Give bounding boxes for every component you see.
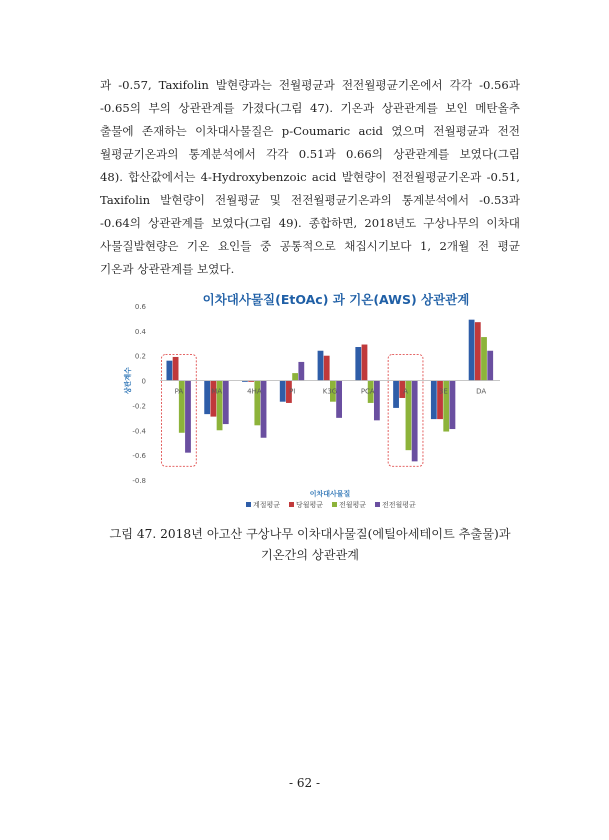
paragraph-line: 출물에 존재하는 이차대사물질은 p-Coumaric acid 였으며 전월평균과 전전 [100, 124, 520, 138]
y-tick-label: -0.6 [132, 452, 146, 461]
bar [481, 337, 487, 381]
y-tick-label: 0.2 [134, 352, 146, 361]
y-tick-label: 0.6 [134, 303, 146, 311]
page-number: - 62 - [288, 776, 320, 790]
bar [437, 381, 443, 420]
y-tick-label: -0.4 [132, 427, 146, 436]
legend-label: 당월평균 [296, 501, 324, 509]
correlation-chart [108, 286, 518, 518]
caption-line-2: 기온간의 상관관계 [260, 548, 360, 562]
legend-swatch [289, 502, 294, 507]
bar [412, 381, 418, 462]
paragraph-line: 기온과 상관관계를 보였다. [100, 262, 235, 276]
bar [204, 381, 210, 415]
paragraph-line: 과 -0.57, Taxifolin 발현량과는 전월평균과 전전월평균기온에서 각각 -0.56과 [100, 78, 520, 92]
category-label: DA [476, 387, 487, 396]
y-tick-label: 0 [141, 377, 146, 386]
bar [450, 381, 456, 429]
paragraph-line: 48). 합산값에서는 4-Hydroxybenzoic acid 발현량이 전전월평균기온과 -0.51, [100, 170, 520, 184]
figure-caption [90, 524, 530, 566]
y-tick-label: 0.4 [134, 327, 146, 336]
bar [336, 381, 342, 418]
legend-swatch [332, 502, 337, 507]
bar [298, 362, 304, 381]
bar [173, 357, 179, 381]
legend-swatch [375, 502, 380, 507]
body-paragraph [100, 74, 520, 281]
bar [355, 347, 361, 381]
y-tick-label: -0.8 [132, 477, 146, 485]
legend-swatch [246, 502, 251, 507]
category-label: 3E [438, 387, 448, 396]
category-label: PA [174, 387, 184, 396]
category-label: PCA [360, 387, 375, 396]
bar [280, 381, 286, 402]
bar [487, 351, 493, 381]
bar [318, 351, 324, 381]
x-axis-label: 이차대사물질 [309, 490, 351, 498]
bar [475, 322, 481, 380]
legend-label: 전전월평균 [382, 501, 416, 509]
paragraph-line: -0.64의 상관관계를 보였다(그림 49). 종합하면, 2018년도 구상나무의 이차대 [100, 216, 520, 230]
category-label: 4HA [247, 387, 262, 396]
bar [393, 381, 399, 408]
chart-canvas [108, 286, 518, 518]
bar [166, 361, 172, 381]
bar [324, 356, 330, 381]
bar [362, 345, 368, 381]
bar [374, 381, 380, 421]
legend-label: 전월평균 [339, 501, 367, 509]
paragraph-line: 사물질발현량은 기온 요인들 중 공통적으로 채집시기보다 1, 2개월 전 평균 [100, 239, 520, 253]
caption-line-1: 그림 47. 2018년 아고산 구상나무 이차대사물질(에틸아세테이트 추출물)과 [109, 527, 511, 541]
highlight-box [388, 354, 423, 466]
y-tick-label: -0.2 [132, 402, 146, 411]
y-axis-label: 상관계수 [124, 367, 132, 395]
bar [469, 320, 475, 381]
category-label: K3G [322, 387, 338, 396]
chart-title: 이차대사물질(EtOAc) 과 기온(AWS) 상관관계 [202, 292, 470, 307]
paragraph-line: -0.65의 부의 상관관계를 가졌다(그림 47). 기온과 상관관계를 보인 메탄올추 [100, 101, 520, 115]
category-label: PI [289, 387, 296, 396]
bar [185, 381, 191, 453]
category-label: MA [211, 387, 223, 396]
bar [210, 381, 216, 417]
bar [223, 381, 229, 425]
legend-label: 계절평균 [253, 501, 281, 509]
bar [292, 373, 298, 380]
bar [431, 381, 437, 420]
paragraph-line: Taxifolin 발현량이 전월평균 및 전전월평균기온과의 통계분석에서 -0.53과 [100, 193, 520, 207]
paragraph-line: 월평균기온과의 통계분석에서 각각 0.51과 0.66의 상관관계를 보였다(그림 [100, 147, 520, 161]
category-label: A [403, 387, 408, 396]
